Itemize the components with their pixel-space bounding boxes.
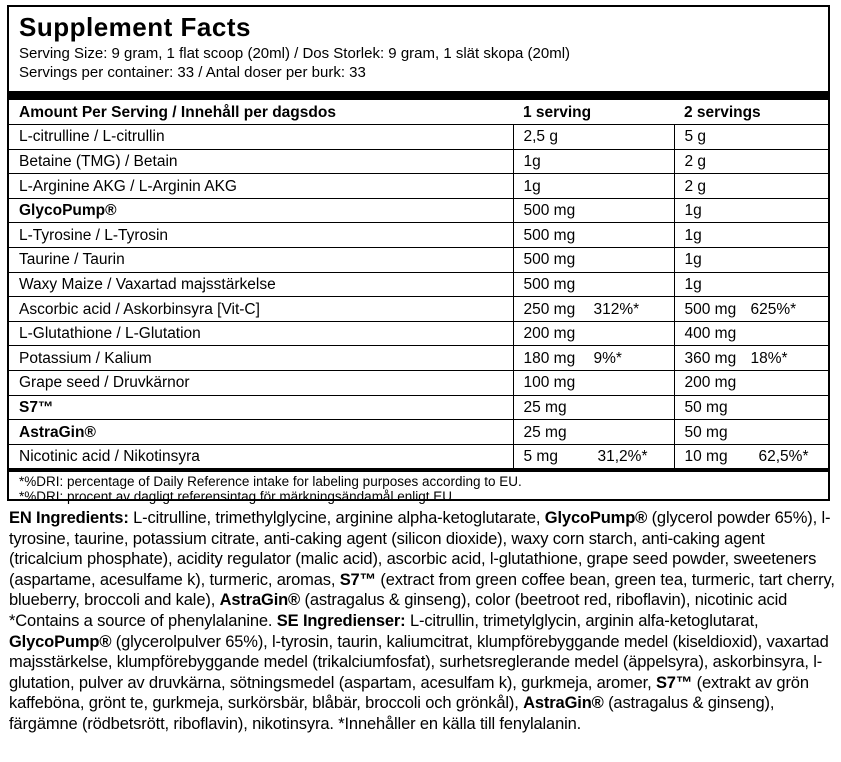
amount-value: 2 g	[684, 152, 707, 170]
amount-value: 500 mg	[523, 275, 576, 293]
ingredient-highlight: AstraGin®	[219, 591, 301, 610]
amount-value: 400 mg	[684, 325, 737, 343]
serving-size: Serving Size: 9 gram, 1 flat scoop (20ml) / Dos Storlek: 9 gram, 1 slät skopa (20ml)	[19, 45, 571, 62]
table-row	[9, 272, 828, 297]
amount-value: 25 mg	[523, 423, 567, 441]
amount-2-servings	[674, 272, 828, 297]
amount-1-serving	[513, 149, 674, 174]
supplement-facts-panel	[7, 5, 830, 504]
amount-value: 50 mg	[684, 423, 728, 441]
ingredient-highlight: S7™	[339, 570, 376, 589]
amount-2-servings	[674, 223, 828, 248]
amount-2-servings	[674, 420, 828, 445]
amount-1-serving	[513, 198, 674, 223]
ingredient-text: (glycerol powder 65%), l-tyrosine, taurine, potassium citrate, anti-caking agent (silicon dioxide), waxy corn starch, anti-caking agent (tricalcium phosphate), acidity regulator (malic acid), ascorbic acid, l-glutathione, grape seed powder, sweeteners (aspartame, acesulfame k), turmeric, aromas,	[9, 509, 831, 589]
amount-value: 10 mg	[684, 448, 728, 466]
table-row	[9, 395, 828, 420]
ingredients-text	[9, 508, 835, 735]
table-row	[9, 198, 828, 223]
nutrient-name: Taurine / Taurin	[9, 248, 513, 273]
amount-value: 5 g	[684, 128, 707, 146]
servings-per-container: Servings per container: 33 / Antal doser per burk: 33	[19, 64, 366, 81]
amount-2-servings	[674, 198, 828, 223]
amount-value: 250 mg	[523, 300, 576, 318]
amount-value: 180 mg	[523, 349, 576, 367]
amount-2-servings	[674, 149, 828, 174]
amount-1-serving	[513, 321, 674, 346]
amount-1-serving	[513, 297, 674, 322]
amount-value: 1g	[684, 202, 702, 220]
amount-2-servings	[674, 174, 828, 199]
ingredient-text: (extract from green coffee bean, green tea, turmeric, tart cherry, blueberry, broccoli and kale),	[9, 570, 835, 610]
ingredient-highlight: S7™	[655, 673, 693, 692]
table-row	[9, 444, 828, 469]
amount-value: 500 mg	[523, 251, 576, 269]
nutrient-name: L-Tyrosine / L-Tyrosin	[9, 223, 513, 248]
nutrient-name: GlycoPump®	[9, 198, 513, 223]
amount-value: 500 mg	[684, 300, 737, 318]
amount-1-serving	[513, 272, 674, 297]
dri-percent: 62,5%*	[758, 448, 809, 466]
amount-2-servings	[674, 125, 828, 150]
amount-value: 5 mg	[523, 448, 558, 466]
header-2-servings: 2 servings	[674, 100, 828, 125]
amount-1-serving	[513, 346, 674, 371]
dri-percent: 9%*	[593, 349, 622, 367]
amount-1-serving	[513, 420, 674, 445]
header-amount: Amount Per Serving / Innehåll per dagsdos	[9, 100, 513, 125]
dri-percent: 625%*	[750, 300, 797, 318]
amount-1-serving	[513, 248, 674, 273]
amount-1-serving	[513, 174, 674, 199]
amount-value: 1g	[684, 275, 702, 293]
amount-value: 2 g	[684, 177, 707, 195]
table-header-row	[9, 100, 828, 125]
amount-2-servings	[674, 346, 828, 371]
nutrient-name: Potassium / Kalium	[9, 346, 513, 371]
nutrient-name: Waxy Maize / Vaxartad majsstärkelse	[9, 272, 513, 297]
table-row	[9, 371, 828, 396]
dri-percent: 31,2%*	[597, 448, 648, 466]
amount-value: 200 mg	[684, 374, 737, 392]
dri-note-en: *%DRI: percentage of Daily Reference intake for labeling purposes according to EU.	[19, 474, 522, 489]
table-row	[9, 223, 828, 248]
ingredient-text: (extrakt av grön kaffeböna, grönt te, gurkmeja, surkörsbär, blåbär, broccoli och grönkål),	[9, 673, 809, 713]
header-1-serving: 1 serving	[513, 100, 674, 125]
amount-2-servings	[674, 248, 828, 273]
ingredient-highlight: GlycoPump®	[544, 509, 648, 527]
dri-percent: 312%*	[593, 300, 640, 318]
amount-1-serving	[513, 444, 674, 469]
amount-1-serving	[513, 395, 674, 420]
amount-value: 1g	[523, 152, 541, 170]
nutrient-name: L-Arginine AKG / L-Arginin AKG	[9, 174, 513, 199]
amount-value: 1g	[684, 226, 702, 244]
nutrient-name: L-Glutathione / L-Glutation	[9, 321, 513, 346]
amount-value: 50 mg	[684, 398, 728, 416]
ingredient-highlight: EN Ingredients:	[9, 509, 129, 527]
ingredient-highlight: GlycoPump®	[9, 632, 112, 651]
thick-divider	[9, 91, 828, 100]
ingredient-text: L-citrullin, trimetylglycin, arginin alfa-ketoglutarat,	[405, 611, 759, 630]
amount-value: 100 mg	[523, 374, 576, 392]
ingredient-text: (astragalus & ginseng), color (beetroot red, riboflavin), nicotinic acid *Contains a source of phenylalanine.	[9, 591, 788, 630]
amount-value: 500 mg	[523, 226, 576, 244]
amount-2-servings	[674, 297, 828, 322]
nutrient-name: Ascorbic acid / Askorbinsyra [Vit-C]	[9, 297, 513, 322]
table-row	[9, 420, 828, 445]
nutrient-name: Betaine (TMG) / Betain	[9, 149, 513, 174]
amount-value: 1g	[523, 177, 541, 195]
table-row	[9, 174, 828, 199]
amount-2-servings	[674, 444, 828, 469]
ingredient-text: (astragalus & ginseng), färgämne (rödbetsrött, riboflavin), nikotinsyra. *Innehåller en källa till fenylalanin.	[9, 694, 775, 733]
ingredient-highlight: AstraGin®	[523, 694, 604, 713]
table-row	[9, 149, 828, 174]
amount-2-servings	[674, 395, 828, 420]
amount-value: 500 mg	[523, 202, 576, 220]
amount-value: 200 mg	[523, 325, 576, 343]
table-row	[9, 297, 828, 322]
amount-2-servings	[674, 321, 828, 346]
facts-title: Supplement Facts	[19, 12, 251, 42]
nutrient-name: Nicotinic acid / Nikotinsyra	[9, 444, 513, 469]
amount-1-serving	[513, 223, 674, 248]
amount-value: 360 mg	[684, 349, 737, 367]
amount-1-serving	[513, 371, 674, 396]
amount-2-servings	[674, 371, 828, 396]
amount-1-serving	[513, 125, 674, 150]
ingredient-text: (glycerolpulver 65%), l-tyrosin, taurin, kaliumcitrat, klumpförebyggande medel (kiseldioxid), vaxartad majsstärkelse, klumpförebyggande medel (trikalciumfosfat), surhetsreglerande medel (äppelsyra), askorbinsyra, l-glutation, pulver av druvkärna, sötningsmedel (aspartam, acesulfam k), gurkmeja, aromer,	[9, 632, 829, 692]
bottom-divider	[9, 468, 828, 472]
table-row	[9, 346, 828, 371]
nutrient-name: AstraGin®	[9, 420, 513, 445]
amount-value: 25 mg	[523, 398, 567, 416]
nutrient-name: L-citrulline / L-citrullin	[9, 125, 513, 150]
nutrient-name: S7™	[9, 395, 513, 420]
amount-value: 1g	[684, 251, 702, 269]
dri-percent: 18%*	[750, 349, 788, 367]
table-row	[9, 125, 828, 150]
table-row	[9, 248, 828, 273]
table-row	[9, 321, 828, 346]
dri-note-se: *%DRI: procent av dagligt referensintag för märkningsändamål enligt EU.	[19, 489, 456, 504]
ingredient-highlight: SE Ingredienser:	[276, 611, 406, 630]
ingredient-text: L-citrulline, trimethylglycine, arginine alpha-ketoglutarate,	[128, 509, 545, 527]
nutrient-name: Grape seed / Druvkärnor	[9, 371, 513, 396]
facts-table	[9, 100, 828, 469]
amount-value: 2,5 g	[523, 128, 558, 146]
